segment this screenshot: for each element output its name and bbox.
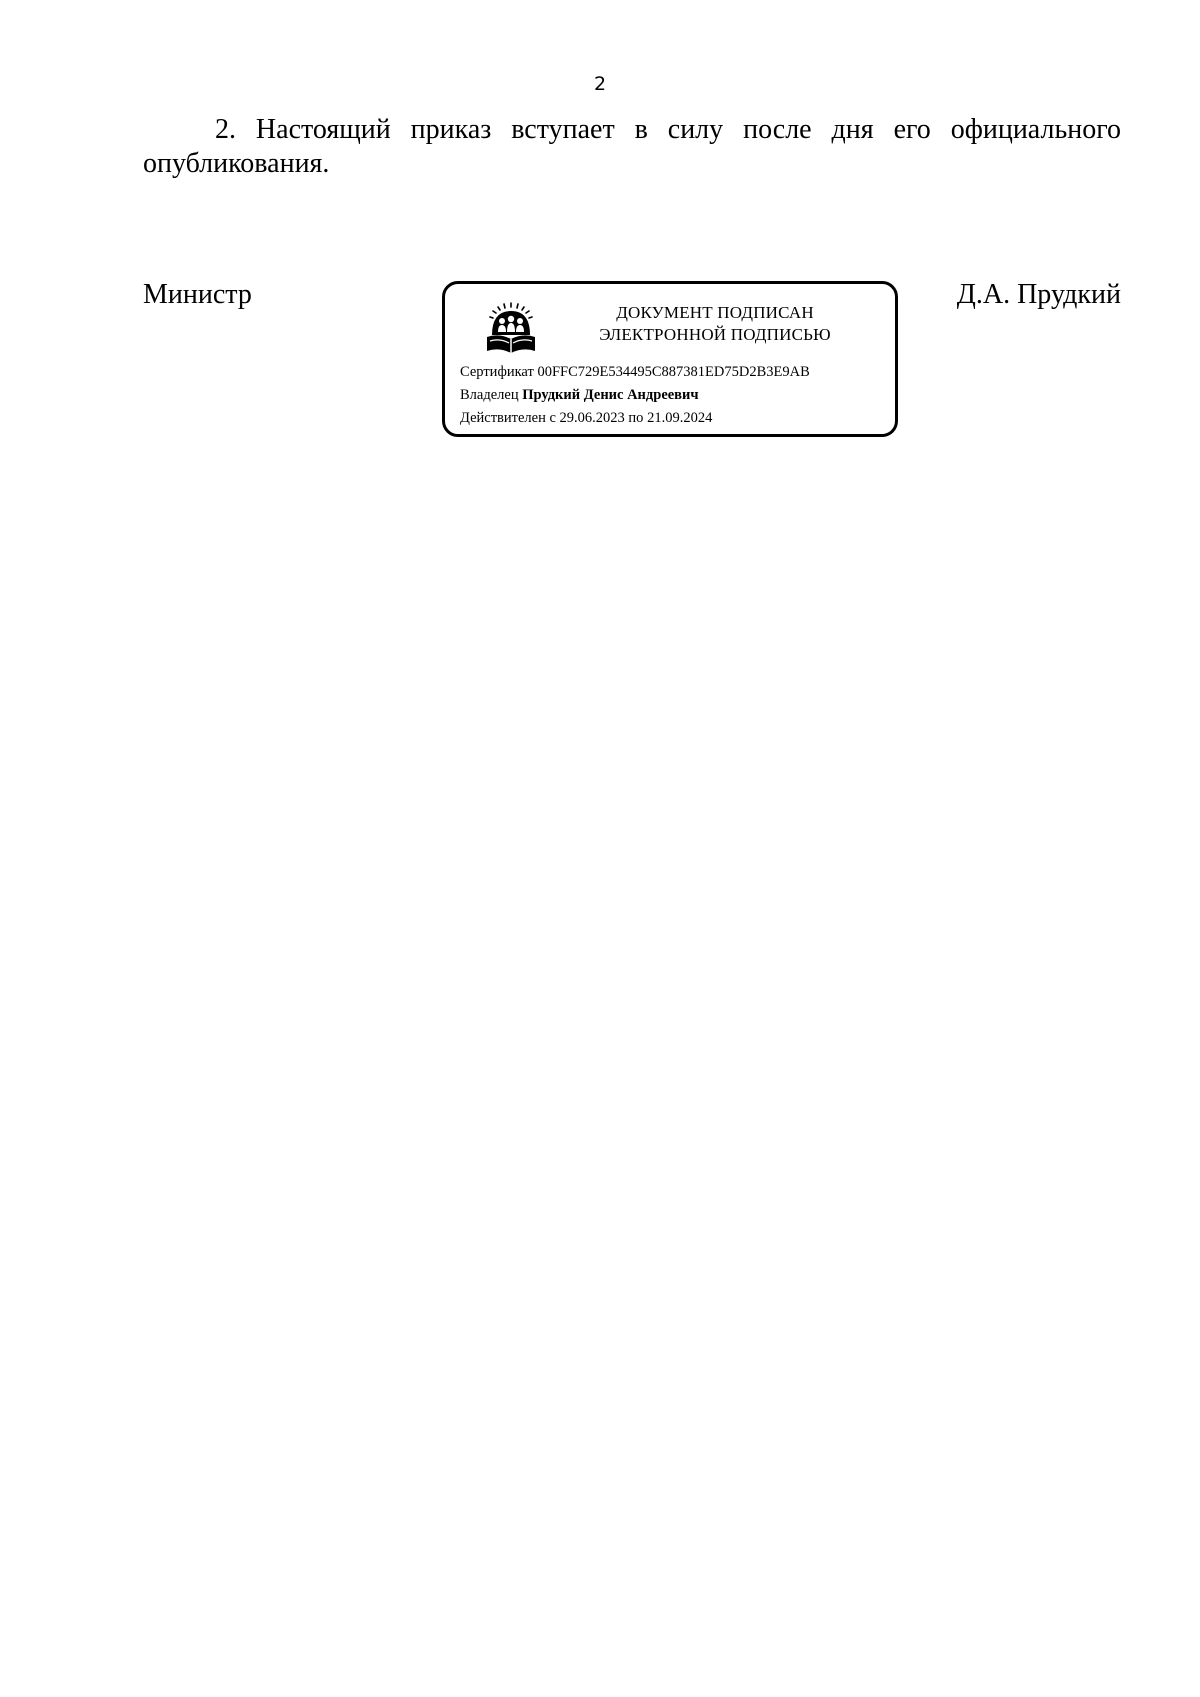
owner-line	[460, 386, 699, 404]
validity-to-prefix: по	[628, 410, 644, 426]
page-number: 2	[593, 73, 607, 95]
order-paragraph: 2. Настоящий приказ вступает в силу после дня его официального опубликования.	[143, 114, 1121, 179]
validity-label: Действителен	[460, 410, 546, 426]
validity-from-date: 29.06.2023	[559, 410, 625, 426]
stamp-title	[545, 302, 885, 346]
signatory-role: Министр	[143, 279, 252, 310]
certificate-label: Сертификат	[460, 364, 534, 380]
stamp-title-line-1: ДОКУМЕНТ ПОДПИСАН	[616, 303, 814, 322]
validity-from-prefix: с	[549, 410, 556, 426]
owner-value: Прудкий Денис Андреевич	[522, 387, 699, 403]
validity-line	[460, 409, 712, 427]
electronic-signature-stamp	[442, 281, 898, 437]
certificate-value: 00FFC729E534495C887381ED75D2B3E9AB	[537, 364, 810, 380]
signatory-name: Д.А. Прудкий	[956, 279, 1121, 310]
certificate-line	[460, 363, 810, 381]
owner-label: Владелец	[460, 387, 519, 403]
regional-coat-of-arms-icon	[484, 301, 538, 357]
stamp-title-line-2: ЭЛЕКТРОННОЙ ПОДПИСЬЮ	[599, 325, 831, 344]
validity-to-date: 21.09.2024	[647, 410, 713, 426]
